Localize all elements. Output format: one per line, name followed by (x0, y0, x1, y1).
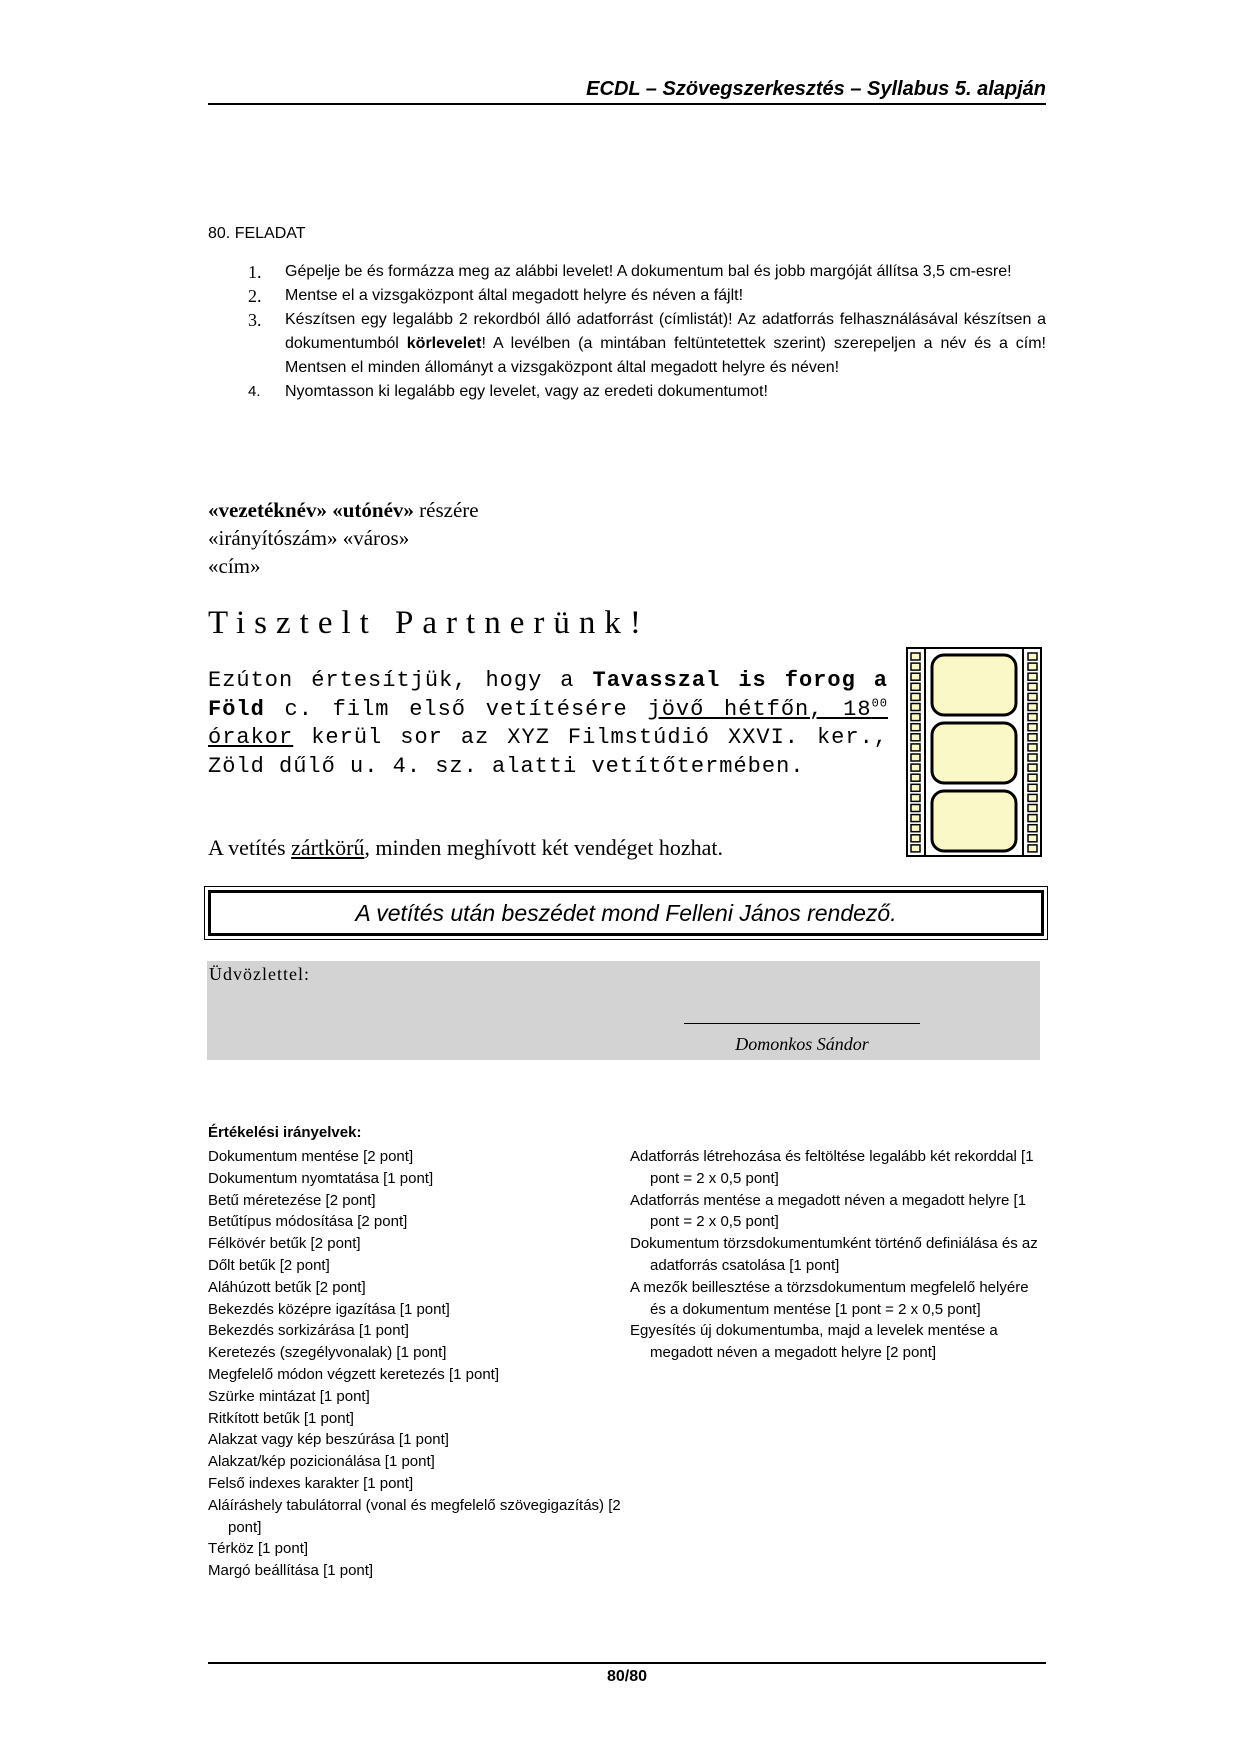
task-text: Készítsen egy legalább 2 rekordból álló adatforrást (címlistát)! Az adatforrás felhasználásával készítsen a dokumentumból (285, 311, 1046, 352)
note-underlined: zártkörű (291, 835, 365, 860)
evaluation-item: Dőlt betűk [2 pont] (208, 1256, 330, 1274)
task-item (208, 260, 1046, 284)
task-number: 3. (248, 310, 262, 330)
sprocket-hole (1028, 724, 1037, 731)
film-title: Tavasszal is forog a Föld (208, 668, 888, 722)
letter-greeting: Tisztelt Partnerünk! (208, 605, 650, 641)
sprocket-hole (911, 734, 920, 741)
sprocket-hole (1028, 704, 1037, 711)
sprocket-hole (911, 794, 920, 801)
sprocket-hole (911, 704, 920, 711)
evaluation-list-right (630, 1146, 1040, 1364)
merge-field-zip: «irányítószám» (208, 526, 338, 550)
sprocket-hole (1028, 653, 1037, 660)
evaluation-item: Betűtípus módosítása [2 pont] (208, 1213, 408, 1231)
superscript-minutes: 00 (871, 696, 888, 711)
note-text: A vetítés (208, 835, 292, 860)
task-item (208, 308, 1046, 380)
sprocket-hole (911, 845, 920, 852)
sprocket-hole (1028, 693, 1037, 700)
sprocket-hole (1028, 673, 1037, 680)
address-line (208, 552, 479, 580)
task-text: Gépelje be és formázza meg az alábbi levelet! A dokumentum bal és jobb margóját állítsa 3,5 cm-esre! (285, 263, 1012, 280)
merge-field-lastname: «vezetéknév» (208, 498, 327, 522)
sprocket-hole (911, 683, 920, 690)
note-text: , minden meghívott két vendéget hozhat. (364, 835, 724, 860)
body-text: kerül sor az XYZ Filmstúdió XXVI. ker., Zöld dűlő u. 4. sz. alatti vetítőtermében. (208, 725, 888, 779)
sprocket-hole (1028, 663, 1037, 670)
page-number: 80/80 (606, 1668, 648, 1685)
evaluation-title: Értékelési irányelvek: (208, 1124, 362, 1141)
evaluation-item: Dokumentum törzsdokumentumként történő definiálása és az adatforrás csatolása [1 pont] (630, 1235, 1038, 1274)
sprocket-hole (1028, 734, 1037, 741)
sprocket-hole (911, 744, 920, 751)
evaluation-item: Aláíráshely tabulátorral (vonal és megfelelő szövegigazítás) [2 pont] (208, 1496, 621, 1536)
evaluation-item: Alakzat vagy kép beszúrása [1 pont] (208, 1431, 449, 1449)
sprocket-hole (911, 754, 920, 761)
merge-field-address: «cím» (208, 554, 261, 578)
evaluation-item: Alakzat/kép pozicionálása [1 pont] (208, 1453, 435, 1471)
sprocket-hole (1028, 764, 1037, 771)
sprocket-hole (911, 724, 920, 731)
evaluation-item: Megfelelő módon végzett keretezés [1 pont] (208, 1365, 500, 1383)
sprocket-hole (911, 805, 920, 812)
private-note (208, 835, 723, 861)
evaluation-list-left (208, 1146, 628, 1582)
sprocket-hole (1028, 825, 1037, 832)
evaluation-item: Adatforrás létrehozása és feltöltése legalább két rekorddal [1 pont = 2 x 0,5 pont] (630, 1148, 1034, 1187)
evaluation-item: A mezők beillesztése a törzsdokumentum megfelelő helyére és a dokumentum mentése [1 pont = 2 x 0,5 pont] (630, 1278, 1029, 1318)
sprocket-hole (1028, 845, 1037, 852)
evaluation-item: Félkövér betűk [2 pont] (208, 1235, 361, 1253)
sprocket-hole (1028, 794, 1037, 801)
task-text: Mentse el a vizsgaközpont által megadott helyre és néven a fájlt! (285, 287, 744, 304)
sprocket-hole (911, 784, 920, 791)
evaluation-item: Felső indexes karakter [1 pont] (208, 1474, 414, 1492)
signature-box (207, 961, 1040, 1060)
evaluation-item: Aláhúzott betűk [2 pont] (208, 1278, 366, 1296)
recipient-suffix: részére (419, 498, 479, 522)
evaluation-item: Szürke mintázat [1 pont] (208, 1387, 370, 1405)
sprocket-hole (911, 835, 920, 842)
film-strip-icon (906, 647, 1042, 857)
screening-hour: órakor (208, 725, 294, 750)
sprocket-hole (911, 673, 920, 680)
evaluation-item: Adatforrás mentése a megadott néven a megadott helyre [1 pont = 2 x 0,5 pont] (630, 1191, 1027, 1231)
signature-line (684, 1023, 920, 1024)
sprocket-hole (911, 653, 920, 660)
evaluation-item: Egyesítés új dokumentumba, majd a levelek mentése a megadott néven a megadott helyre [2 pont] (630, 1322, 998, 1362)
evaluation-item: Ritkított betűk [1 pont] (208, 1409, 354, 1427)
task-number: 4. (248, 383, 261, 400)
body-text: c. film első vetítésére (264, 696, 648, 722)
sprocket-hole (1028, 754, 1037, 761)
framed-note: A vetítés után beszédet mond Felleni János rendező. (208, 890, 1044, 936)
task-list (208, 260, 1046, 404)
merge-field-city: «város» (342, 526, 410, 550)
sprocket-hole (1028, 815, 1037, 822)
task-text: Nyomtasson ki legalább egy levelet, vagy az eredeti dokumentumot! (285, 383, 768, 400)
evaluation-item: Bekezdés sorkizárása [1 pont] (208, 1322, 409, 1340)
evaluation-item: Keretezés (szegélyvonalak) [1 pont] (208, 1344, 447, 1362)
footer-rule (208, 1662, 1046, 1664)
header-title: ECDL – Szövegszerkesztés – Syllabus 5. alapján (586, 78, 1046, 100)
sprocket-hole (911, 825, 920, 832)
sprocket-hole (911, 774, 920, 781)
sprocket-hole (911, 663, 920, 670)
evaluation-item: Betű méretezése [2 pont] (208, 1191, 376, 1209)
merge-field-firstname: «utónév» (332, 498, 414, 522)
header-rule (208, 103, 1046, 105)
task-title: 80. FELADAT (208, 225, 306, 242)
evaluation-item: Térköz [1 pont] (208, 1540, 309, 1558)
evaluation-item: Bekezdés középre igazítása [1 pont] (208, 1300, 450, 1318)
evaluation-item: Dokumentum mentése [2 pont] (208, 1148, 414, 1165)
sprocket-hole (911, 815, 920, 822)
task-text: ! A levélben (a mintában feltüntetettek szerint) szerepeljen a név és a cím! Mentsen el minden állományt a vizsgaközpont által megadott helyre és néven! (285, 335, 1047, 376)
sprocket-hole (1028, 805, 1037, 812)
sprocket-hole (911, 714, 920, 721)
letter-body (208, 667, 888, 781)
merge-fields (208, 496, 479, 580)
signer-name: Domonkos Sándor (735, 1034, 869, 1054)
task-item (208, 380, 1046, 404)
sprocket-hole (1028, 774, 1037, 781)
city-line (208, 524, 479, 552)
recipient-line (208, 496, 479, 524)
evaluation-item: Dokumentum nyomtatása [1 pont] (208, 1169, 434, 1187)
task-number: 1. (248, 262, 262, 282)
task-item (208, 284, 1046, 308)
task-text-bold: körlevelet (406, 335, 482, 352)
evaluation-item: Margó beállítása [1 pont] (208, 1562, 374, 1580)
sprocket-hole (911, 693, 920, 700)
salutation: Üdvözlettel: (209, 964, 310, 984)
sprocket-hole (911, 764, 920, 771)
sprocket-hole (1028, 784, 1037, 791)
sprocket-hole (1028, 714, 1037, 721)
sprocket-hole (1028, 683, 1037, 690)
task-number: 2. (248, 286, 262, 306)
sprocket-hole (1028, 744, 1037, 751)
body-text: Ezúton értesítjük, hogy a (208, 668, 593, 693)
screening-day: jövő hétfőn, 18 (647, 696, 872, 722)
sprocket-hole (1028, 835, 1037, 842)
